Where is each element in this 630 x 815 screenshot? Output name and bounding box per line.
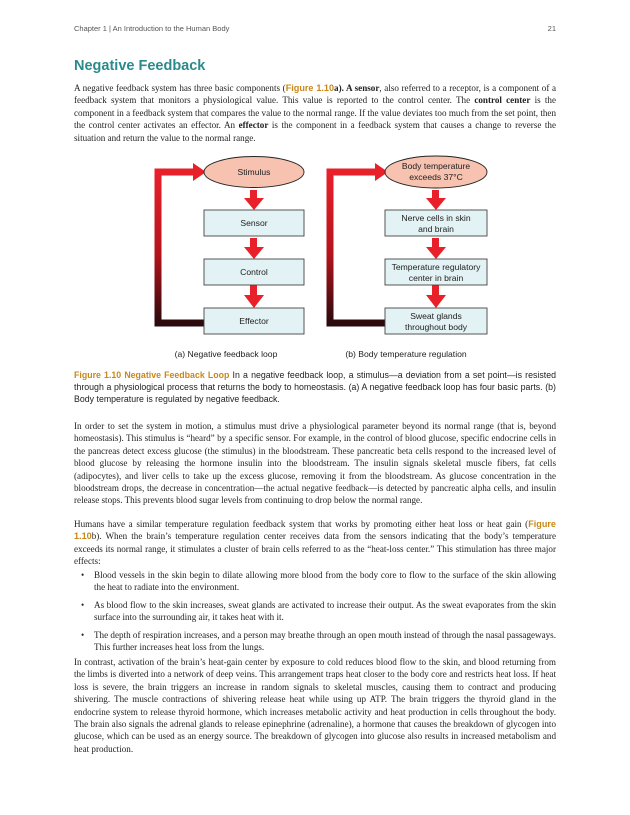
intro-text-3: , also referred to a receptor, is a component of a feedback system that monitors a physiological value. This value is reported to the control center. The: [74, 83, 556, 106]
bullet-icon: •: [81, 629, 85, 640]
list-item: [74, 629, 556, 654]
term-effector: effector: [238, 120, 269, 131]
caption-label: Figure 1.10 Negative Feedback Loop: [74, 370, 230, 380]
list-item-text: Blood vessels in the skin begin to dilate allowing more blood from the body core to flow to the surface of the skin allowing the heat to radiate into the environment.: [94, 570, 556, 593]
sweat-glands-label-2: throughout body: [404, 322, 468, 332]
term-sensor: sensor: [354, 83, 380, 93]
loop-a-feedback-arrow: [158, 163, 206, 323]
caption-text: In a negative feedback loop, a stimulus—a deviation from a set point—is resisted through a physiological process that returns the body to homeostasis. (a) A negative feedback loop has four basic parts. (b) Body temperature is regulated by negative feedback.: [74, 370, 556, 404]
heat-loss-effects-list: [74, 569, 556, 658]
body-temp-label-2: exceeds 37°C: [409, 172, 463, 182]
loop-a-down-arrows: [244, 190, 264, 308]
list-item-text: The depth of respiration increases, and a person may breathe through an open mouth instead of through the nasal passageways. This further increases heat loss from the lungs.: [94, 629, 556, 653]
intro-text-1: A negative feedback system has three basic components (: [74, 83, 286, 93]
body-paragraph-2: In order to set the system in motion, a stimulus must drive a physiological parameter beyond its normal range (that is, beyond homeostasis). This stimulus is “heard” by a specific sensor. For example, in the control of blood glucose, specific endocrine cells in the pancreas detect excess glucose (the stimulus) in the bloodstream. These pancreatic beta cells respond to the increased level of blood glucose by releasing the hormone insulin into the bloodstream. The insulin signals skeletal muscle fibers, fat cells (adipocytes), and liver cells to take up the excess glucose, removing it from the bloodstream. As glucose concentration in the bloodstream drops, the decrease in concentration—the actual negative feedback—is detected by pancreatic alpha cells, and insulin release stops. This prevents blood sugar levels from continuing to drop below the normal range.: [74, 421, 556, 506]
sweat-glands-label-1: Sweat glands: [410, 311, 462, 321]
figure-link-2[interactable]: Figure 1.10: [74, 519, 556, 542]
intro-text-2: a). A: [334, 83, 355, 93]
figure-link[interactable]: Figure 1.10: [285, 83, 335, 93]
body-paragraph-3: [74, 518, 556, 568]
list-item-text: As blood flow to the skin increases, sweat glands are activated to increase their output. As the sweat evaporates from the skin surface into the surrounding air, it takes heat with it.: [94, 599, 556, 623]
regulatory-center-label-2: center in brain: [408, 273, 464, 283]
term-control-center: control center: [474, 95, 531, 106]
nerve-cells-label-2: and brain: [418, 224, 454, 234]
body-temp-label-1: Body temperature: [401, 161, 471, 171]
section-title: Negative Feedback: [74, 58, 206, 74]
intro-text-5: is the component in a feedback system that causes a change to reverse the situation and return the value to the normal range.: [74, 120, 556, 143]
intro-text-4: is the component in a feedback system that compares the value to the normal range. If the value deviates too much from the set point, then the control center activates an effector. An: [74, 95, 556, 131]
subfigure-b-label: (b) Body temperature regulation: [345, 349, 467, 359]
sensor-label: Sensor: [240, 218, 268, 228]
para3-text-1: Humans have a similar temperature regulation feedback system that works by promoting either heat loss or heat gain (: [74, 519, 529, 529]
negative-feedback-diagram: [0, 0, 630, 370]
running-header-chapter: Chapter 1 | An Introduction to the Human Body: [74, 24, 230, 33]
page-number: 21: [547, 24, 556, 33]
figure-caption: [74, 370, 556, 405]
effector-label: Effector: [239, 316, 269, 326]
regulatory-center-label-1: Temperature regulatory: [391, 262, 481, 272]
list-item: [74, 599, 556, 624]
nerve-cells-label-1: Nerve cells in skin: [401, 213, 471, 223]
loop-b-down-arrows: [426, 190, 446, 308]
bullet-icon: •: [81, 570, 85, 580]
stimulus-label: Stimulus: [237, 167, 271, 177]
body-paragraph-4: In contrast, activation of the brain’s heat-gain center by exposure to cold reduces blood flow to the skin, and blood returning from the limbs is diverted into a network of deep veins. This arrangement traps heat closer to the body core and restricts heat loss. If heat loss is severe, the brain triggers an increase in random signals to skeletal muscles, causing them to contract and producing shivering. The muscle contractions of shivering release heat while using up ATP. The brain triggers the thyroid gland in the endocrine system to release thyroid hormone, which increases metabolic activity and heat production in cells throughout the body. The brain also signals the adrenal glands to release epinephrine (adrenaline), a hormone that causes the breakdown of glycogen into glucose, which can be used as an energy source. The breakdown of glycogen into glucose also results in increased metabolism and heat production.: [74, 657, 556, 754]
subfigure-a-label: (a) Negative feedback loop: [174, 349, 278, 359]
list-item: [74, 569, 556, 594]
bullet-icon: •: [81, 599, 85, 610]
loop-b-feedback-arrow: [330, 163, 388, 323]
para3-text-2: b). When the brain’s temperature regulation center receives data from the sensors indicating that the body’s temperature exceeds its normal range, it stimulates a cluster of brain cells referred to as the “heat-loss center.” This stimulation has three major effects:: [74, 531, 556, 567]
control-label: Control: [240, 267, 268, 277]
